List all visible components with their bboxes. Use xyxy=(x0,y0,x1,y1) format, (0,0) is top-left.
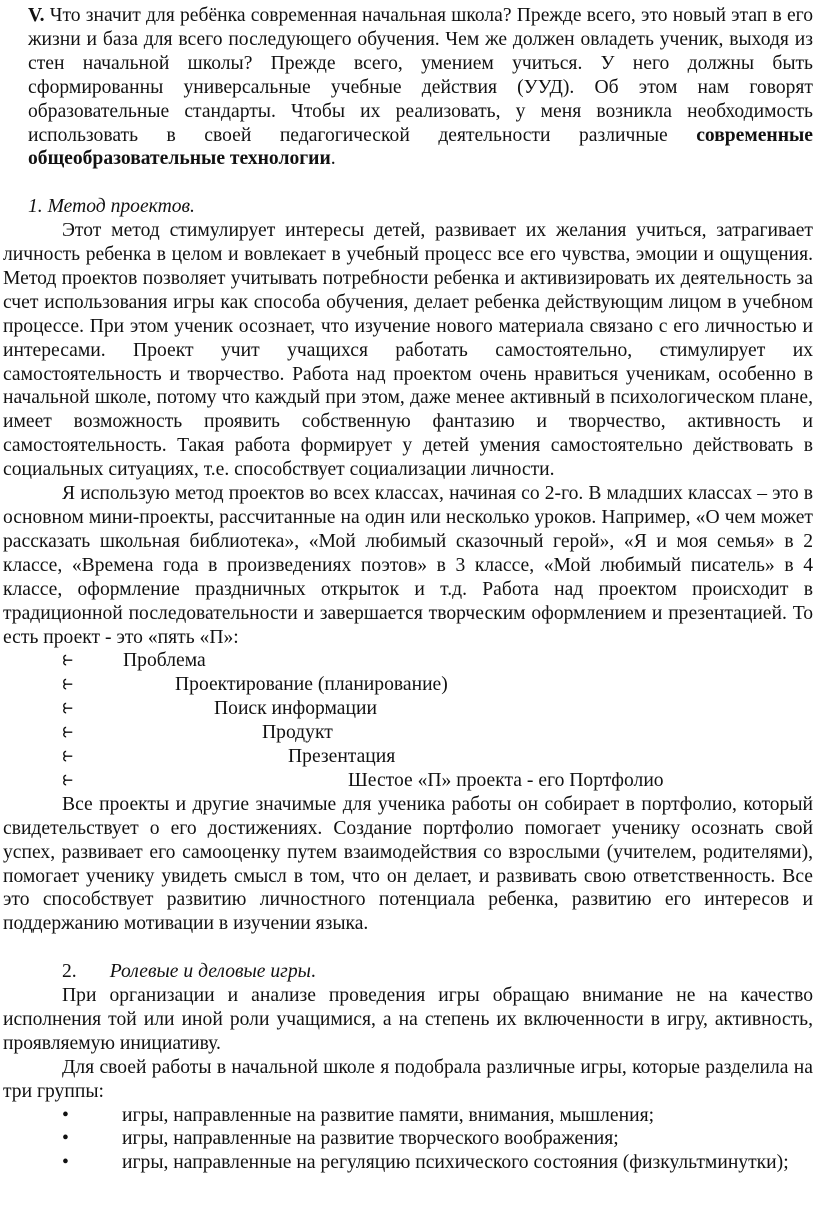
list-item xyxy=(3,673,813,697)
project-stages-list xyxy=(3,649,813,792)
list-item xyxy=(3,721,813,745)
intro-bold-phrase: современные общеобразовательные технологии xyxy=(28,124,813,170)
curved-arrow-icon: ⥼ xyxy=(60,650,76,671)
intro-text: Что значит для ребёнка современная начальная школа? Прежде всего, это новый этап в его жизни и база для всего последующего обучения. Чем же должен овладеть ученик, выходя из стен начальной школы? Прежде всего, умением учиться. У него должны быть сформированны универсальные учебные действия (УУД). Об этом нам говорят образовательные стандарты. Чтобы их реализовать, у меня возникла необходимость использовать в своей педагогической деятельности различные xyxy=(28,5,813,146)
list-item xyxy=(3,769,813,793)
list-item xyxy=(3,745,813,769)
section1-paragraph-3: Все проекты и другие значимые для ученика работы он собирает в портфолио, который свидетельствует о его достижениях. Создание портфолио помогает ученику осознать свой успех, развивает его самооценку путем взаимодействия со взрослыми (учителем, родителями), помогает ученику увидеть смысл в том, что он делает, и развивать свою ответственность. Все это способствует развитию личностного потенциала ребенка, развитию его интересов и поддержанию мотивации в изучении языка. xyxy=(3,793,813,935)
blank-line xyxy=(3,936,813,960)
section2-heading-text: Ролевые и деловые игры xyxy=(109,961,311,983)
blank-line xyxy=(3,171,813,195)
bullet-icon: • xyxy=(62,1128,69,1150)
curved-arrow-icon: ⥼ xyxy=(60,746,76,767)
game-groups-list xyxy=(3,1104,813,1176)
section1-heading xyxy=(3,195,813,219)
stage-label: Поиск информации xyxy=(214,698,377,720)
intro-paragraph xyxy=(3,4,813,171)
curved-arrow-icon: ⥼ xyxy=(60,698,76,719)
section2-paragraph-2: Для своей работы в начальной школе я подобрала различные игры, которые разделила на три группы: xyxy=(3,1056,813,1102)
bullet-icon: • xyxy=(62,1152,69,1174)
stage-label: Шестое «П» проекта - его Портфолио xyxy=(348,769,664,791)
stage-label: Проектирование (планирование) xyxy=(175,674,448,696)
list-item xyxy=(3,1151,813,1175)
stage-label: Презентация xyxy=(288,746,396,768)
section-roman-numeral: V. xyxy=(28,5,45,26)
section2-heading xyxy=(3,960,813,984)
section2-number: 2. xyxy=(62,961,77,983)
bullet-text: игры, направленные на регуляцию психического состояния (физкультминутки); xyxy=(122,1152,789,1174)
bullet-text: игры, направленные на развитие памяти, внимания, мышления; xyxy=(122,1104,655,1126)
list-item xyxy=(3,1127,813,1151)
bullet-icon: • xyxy=(62,1104,69,1126)
intro-text-end: . xyxy=(330,148,336,170)
section1-heading-text: 1. Метод проектов. xyxy=(28,196,195,218)
stage-label: Продукт xyxy=(262,722,333,744)
list-item xyxy=(3,649,813,673)
stage-label: Проблема xyxy=(123,650,206,672)
section1-paragraph-1: Этот метод стимулирует интересы детей, развивает их желания учиться, затрагивает личность ребенка в целом и вовлекает в учебный процесс все его чувства, эмоции и ощущения. Метод проектов позволяет учитывать потребности ребенка и активизировать их деятельность за счет использования игры как способа обучения, делает ребенка действующим лицом в учебном процессе. При этом ученик осознает, что изучение нового материала связано с его личностью и интересами. Проект учит учащихся работать самостоятельно, стимулирует их самостоятельность и творчество. Работа над проектом очень нравиться ученикам, особенно в начальной школе, потому что каждый при этом, даже менее активный в психологическом плане, имеет возможность проявить собственную фантазию и творчество, активность и самостоятельность. Такая работа формирует у детей умения самостоятельно действовать в социальных ситуациях, т.е. способствует социализации личности. xyxy=(3,220,813,481)
section1-paragraph-2: Я использую метод проектов во всех классах, начиная со 2-го. В младших классах – это в основном мини-проекты, рассчитанные на один или несколько уроков. Например, «О чем может рассказать школьная библиотека», «Мой любимый сказочный герой», «Я и моя семья» в 2 классе, «Времена года в произведениях поэтов» в 3 классе, «Мой любимый писатель» в 4 классе, оформление праздничных открыток и т.д. Работа над проектом происходит в традиционной последовательности и завершается творческим оформлением и презентацией. То есть проект - это «пять «П»: xyxy=(3,483,813,648)
curved-arrow-icon: ⥼ xyxy=(60,722,76,743)
section2-paragraph-1: При организации и анализе проведения игры обращаю внимание не на качество исполнения той или иной роли учащимися, а на степень их включенности в игру, активность, проявляемую инициативу. xyxy=(3,985,813,1054)
list-item xyxy=(3,1104,813,1128)
section2-heading-suffix: . xyxy=(310,961,316,983)
curved-arrow-icon: ⥼ xyxy=(60,769,76,790)
curved-arrow-icon: ⥼ xyxy=(60,674,76,695)
bullet-text: игры, направленные на развитие творческого воображения; xyxy=(122,1128,619,1150)
list-item xyxy=(3,697,813,721)
